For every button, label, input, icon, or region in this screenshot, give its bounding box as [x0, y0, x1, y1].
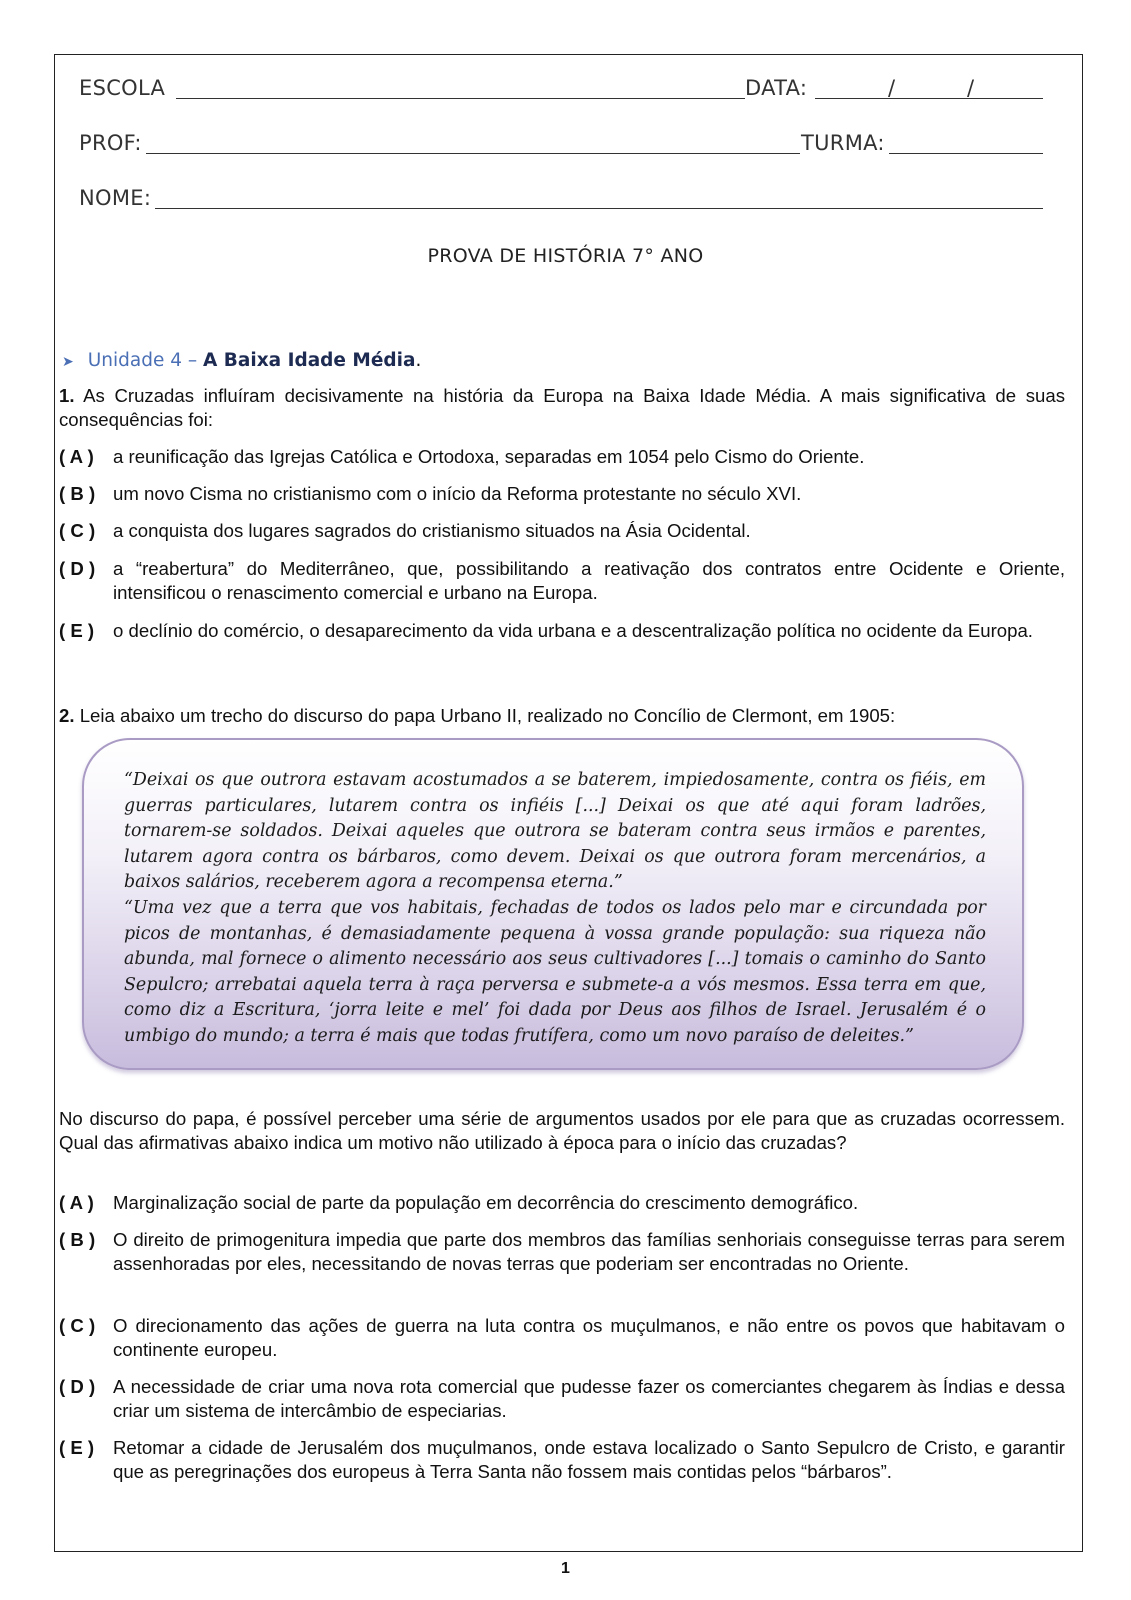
quote-text	[124, 768, 986, 1050]
page-title: PROVA DE HISTÓRIA 7° ANO	[427, 245, 704, 267]
option-label: ( A )	[59, 446, 94, 467]
turma-label: TURMA:	[801, 131, 885, 155]
q1-option-c[interactable]	[59, 519, 1065, 543]
question-text: Leia abaixo um trecho do discurso do papa Urbano II, realizado no Concílio de Clermont, em 1905:	[79, 705, 896, 726]
prof-label: PROF:	[79, 131, 142, 155]
q1-option-b[interactable]	[59, 482, 1065, 506]
unit-name: A Baixa Idade Média	[203, 350, 416, 371]
option-text: O direcionamento das ações de guerra na luta contra os muçulmanos, e não entre os povos que habitavam o continente europeu.	[113, 1315, 1065, 1360]
q2-option-a[interactable]	[59, 1191, 1065, 1215]
q1-option-a[interactable]	[59, 445, 1065, 469]
q1-option-d[interactable]	[59, 557, 1065, 605]
quote-box	[82, 738, 1024, 1070]
escola-label: ESCOLA	[79, 76, 166, 100]
option-text: a conquista dos lugares sagrados do cristianismo situados na Ásia Ocidental.	[113, 520, 751, 541]
page-number: 1	[561, 1560, 570, 1577]
q2-option-e[interactable]	[59, 1436, 1065, 1484]
q2-option-c[interactable]	[59, 1314, 1065, 1362]
unit-prefix: Unidade 4 –	[87, 350, 198, 371]
question-text: As Cruzadas influíram decisivamente na história da Europa na Baixa Idade Média. A mais significativa de suas consequências foi:	[59, 385, 1065, 430]
unit-heading	[62, 350, 421, 371]
prof-field[interactable]	[146, 153, 800, 154]
nome-field[interactable]	[155, 208, 1043, 209]
option-text: a “reabertura” do Mediterrâneo, que, possibilitando a reativação dos contratos entre Ocidente e Oriente, intensificou o renascimento comercial e urbano na Europa.	[113, 558, 1065, 603]
turma-field[interactable]	[889, 153, 1043, 154]
quote-paragraph: “Deixai os que outrora estavam acostumados a se baterem, impiedosamente, contra os fiéis, em guerras particulares, lutarem contra os infiéis [...] Deixai os que até aqui foram ladrões, tornarem-se soldados. Deixai aqueles que outrora se bateram contra seus irmãos e parentes, lutarem agora contra os bárbaros, como devem. Deixai os que outrora foram mercenários, a baixos salários, receberem agora a recompensa eterna.”	[124, 770, 986, 893]
date-slash: /	[888, 76, 896, 100]
option-text: um novo Cisma no cristianismo com o início da Reforma protestante no século XVI.	[113, 483, 802, 504]
option-label: ( B )	[59, 483, 96, 504]
nome-label: NOME:	[79, 186, 152, 210]
q2-option-d[interactable]	[59, 1375, 1065, 1423]
question-number: 1.	[59, 385, 75, 406]
question-2-prompt: No discurso do papa, é possível perceber uma série de argumentos usados por ele para que as cruzadas ocorressem. Qual das afirmativas abaixo indica um motivo não utilizado à época para o início das cruzadas?	[59, 1108, 1065, 1153]
option-label: ( D )	[59, 558, 96, 579]
option-text: o declínio do comércio, o desaparecimento da vida urbana e a descentralização política no ocidente da Europa.	[113, 620, 1033, 641]
date-field[interactable]	[815, 98, 1043, 99]
option-text: Retomar a cidade de Jerusalém dos muçulmanos, onde estava localizado o Santo Sepulcro de Cristo, e garantir que as peregrinações dos europeus à Terra Santa não fossem mais contidas pelos “bárbaros”.	[113, 1437, 1065, 1482]
option-text: Marginalização social de parte da população em decorrência do crescimento demográfico.	[113, 1192, 859, 1213]
date-slash: /	[967, 76, 975, 100]
question-1	[59, 384, 1065, 432]
question-2	[59, 704, 1065, 728]
quote-paragraph: “Uma vez que a terra que vos habitais, fechadas de todos os lados pelo mar e circundada por picos de montanhas, é demasiadamente pequena à vossa grande população: sua riqueza não abunda, mal fornece o alimento necessário aos seus cultivadores [...] tomais o caminho do Santo Sepulcro; arrebatai aquela terra à raça perversa e submete-a a vós mesmos. Essa terra em que, como diz a Escritura, ‘jorra leite e mel’ foi dada por Deus aos filhos de Israel. Jerusalém é o umbigo do mundo; a terra é mais que todas frutífera, como um novo paraíso de deleites.”	[124, 897, 986, 1046]
arrow-icon: ➤	[62, 354, 74, 370]
option-label: ( C )	[59, 1315, 96, 1336]
q2-option-b[interactable]	[59, 1228, 1065, 1276]
question-number: 2.	[59, 705, 75, 726]
option-text: O direito de primogenitura impedia que parte dos membros das famílias senhoriais conseguisse terras para serem assenhoradas por eles, necessitando de novas terras que poderiam ser encontradas no Oriente.	[113, 1229, 1065, 1274]
option-label: ( E )	[59, 1437, 95, 1458]
option-label: ( D )	[59, 1376, 96, 1397]
option-text: a reunificação das Igrejas Católica e Ortodoxa, separadas em 1054 pelo Cismo do Oriente.	[113, 446, 865, 467]
option-label: ( C )	[59, 520, 96, 541]
data-label: DATA:	[745, 76, 808, 100]
q1-option-e[interactable]	[59, 619, 1065, 643]
option-label: ( B )	[59, 1229, 96, 1250]
unit-suffix: .	[415, 350, 422, 371]
option-label: ( A )	[59, 1192, 94, 1213]
option-text: A necessidade de criar uma nova rota comercial que pudesse fazer os comerciantes chegarem às Índias e dessa criar um sistema de intercâmbio de especiarias.	[113, 1376, 1065, 1421]
escola-field[interactable]	[176, 98, 745, 99]
option-label: ( E )	[59, 620, 95, 641]
